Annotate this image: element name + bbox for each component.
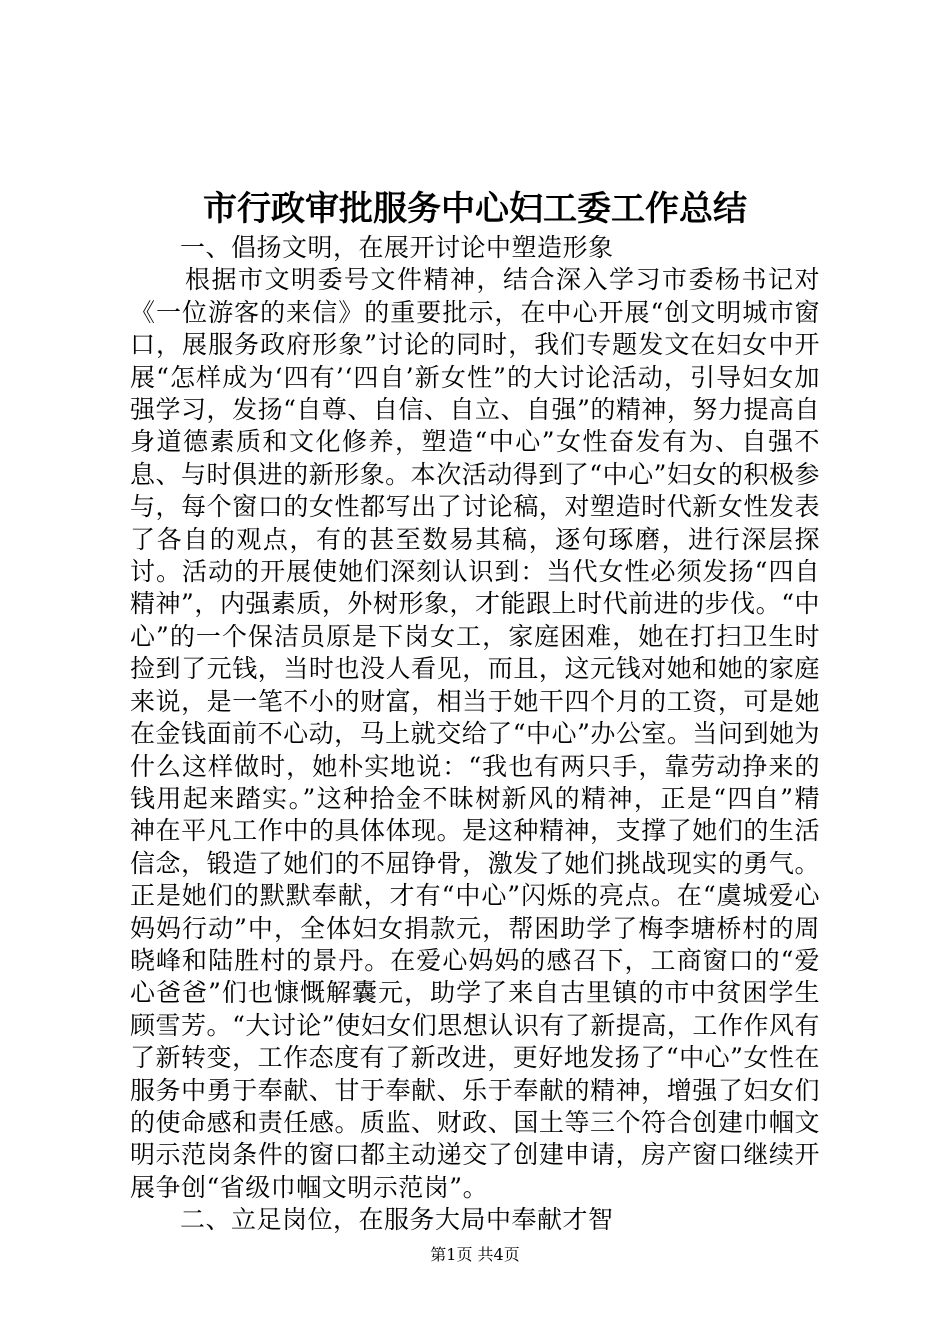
- page-number-footer: 第1页 共4页: [430, 1245, 520, 1264]
- section-heading-2: 二、立足岗位，在服务大局中奉献才智: [180, 1205, 614, 1235]
- document-body: [130, 232, 820, 1237]
- document-title: 市行政审批服务中心妇工委工作总结: [203, 189, 747, 229]
- body-paragraph-1: 根据市文明委号文件精神，结合深入学习市委杨书记对《一位游客的来信》的重要批示，在中心开展“创文明城市窗口，展服务政府形象”讨论的同时，我们专题发文在妇女中开展“怎样成为‘四有’‘四自’新女性”的大讨论活动，引导妇女加强学习，发扬“自尊、自信、自立、自强”的精神，努力提高自身道德素质和文化修养，塑造“中心”女性奋发有为、自强不息、与时俱进的新形象。本次活动得到了“中心”妇女的积极参与，每个窗口的女性都写出了讨论稿，对塑造时代新女性发表了各自的观点，有的甚至数易其稿，逐句琢磨，进行深层探讨。活动的开展使她们深刻认识到：当代女性必须发扬“四自精神”，内强素质，外树形象，才能跟上时代前进的步伐。“中心”的一个保洁员原是下岗女工，家庭困难，她在打扫卫生时捡到了元钱，当时也没人看见，而且，这元钱对她和她的家庭来说，是一笔不小的财富，相当于她干四个月的工资，可是她在金钱面前不心动，马上就交给了“中心”办公室。当问到她为什么这样做时，她朴实地说：“我也有两只手，靠劳动挣来的钱用起来踏实。”这种拾金不昧树新风的精神，正是“四自”精神在平凡工作中的具体体现。是这种精神，支撑了她们的生活信念，锻造了她们的不屈铮骨，激发了她们挑战现实的勇气。正是她们的默默奉献，才有“中心”闪烁的亮点。在“虞城爱心妈妈行动”中，全体妇女捐款元，帮困助学了梅李塘桥村的周晓峰和陆胜村的景丹。在爱心妈妈的感召下，工商窗口的“爱心爸爸”们也慷慨解囊元，助学了来自古里镇的市中贫困学生顾雪芳。“大讨论”使妇女们思想认识有了新提高，工作作风有了新转变，工作态度有了新改进，更好地发扬了“中心”女性在服务中勇于奉献、甘于奉献、乐于奉献的精神，增强了妇女们的使命感和责任感。质监、财政、国土等三个符合创建巾帼文明示范岗条件的窗口都主动递交了创建申请，房产窗口继续开展争创“省级巾帼文明示范岗”。: [130, 265, 820, 1202]
- section-heading-1: 一、倡扬文明，在展开讨论中塑造形象: [180, 233, 614, 262]
